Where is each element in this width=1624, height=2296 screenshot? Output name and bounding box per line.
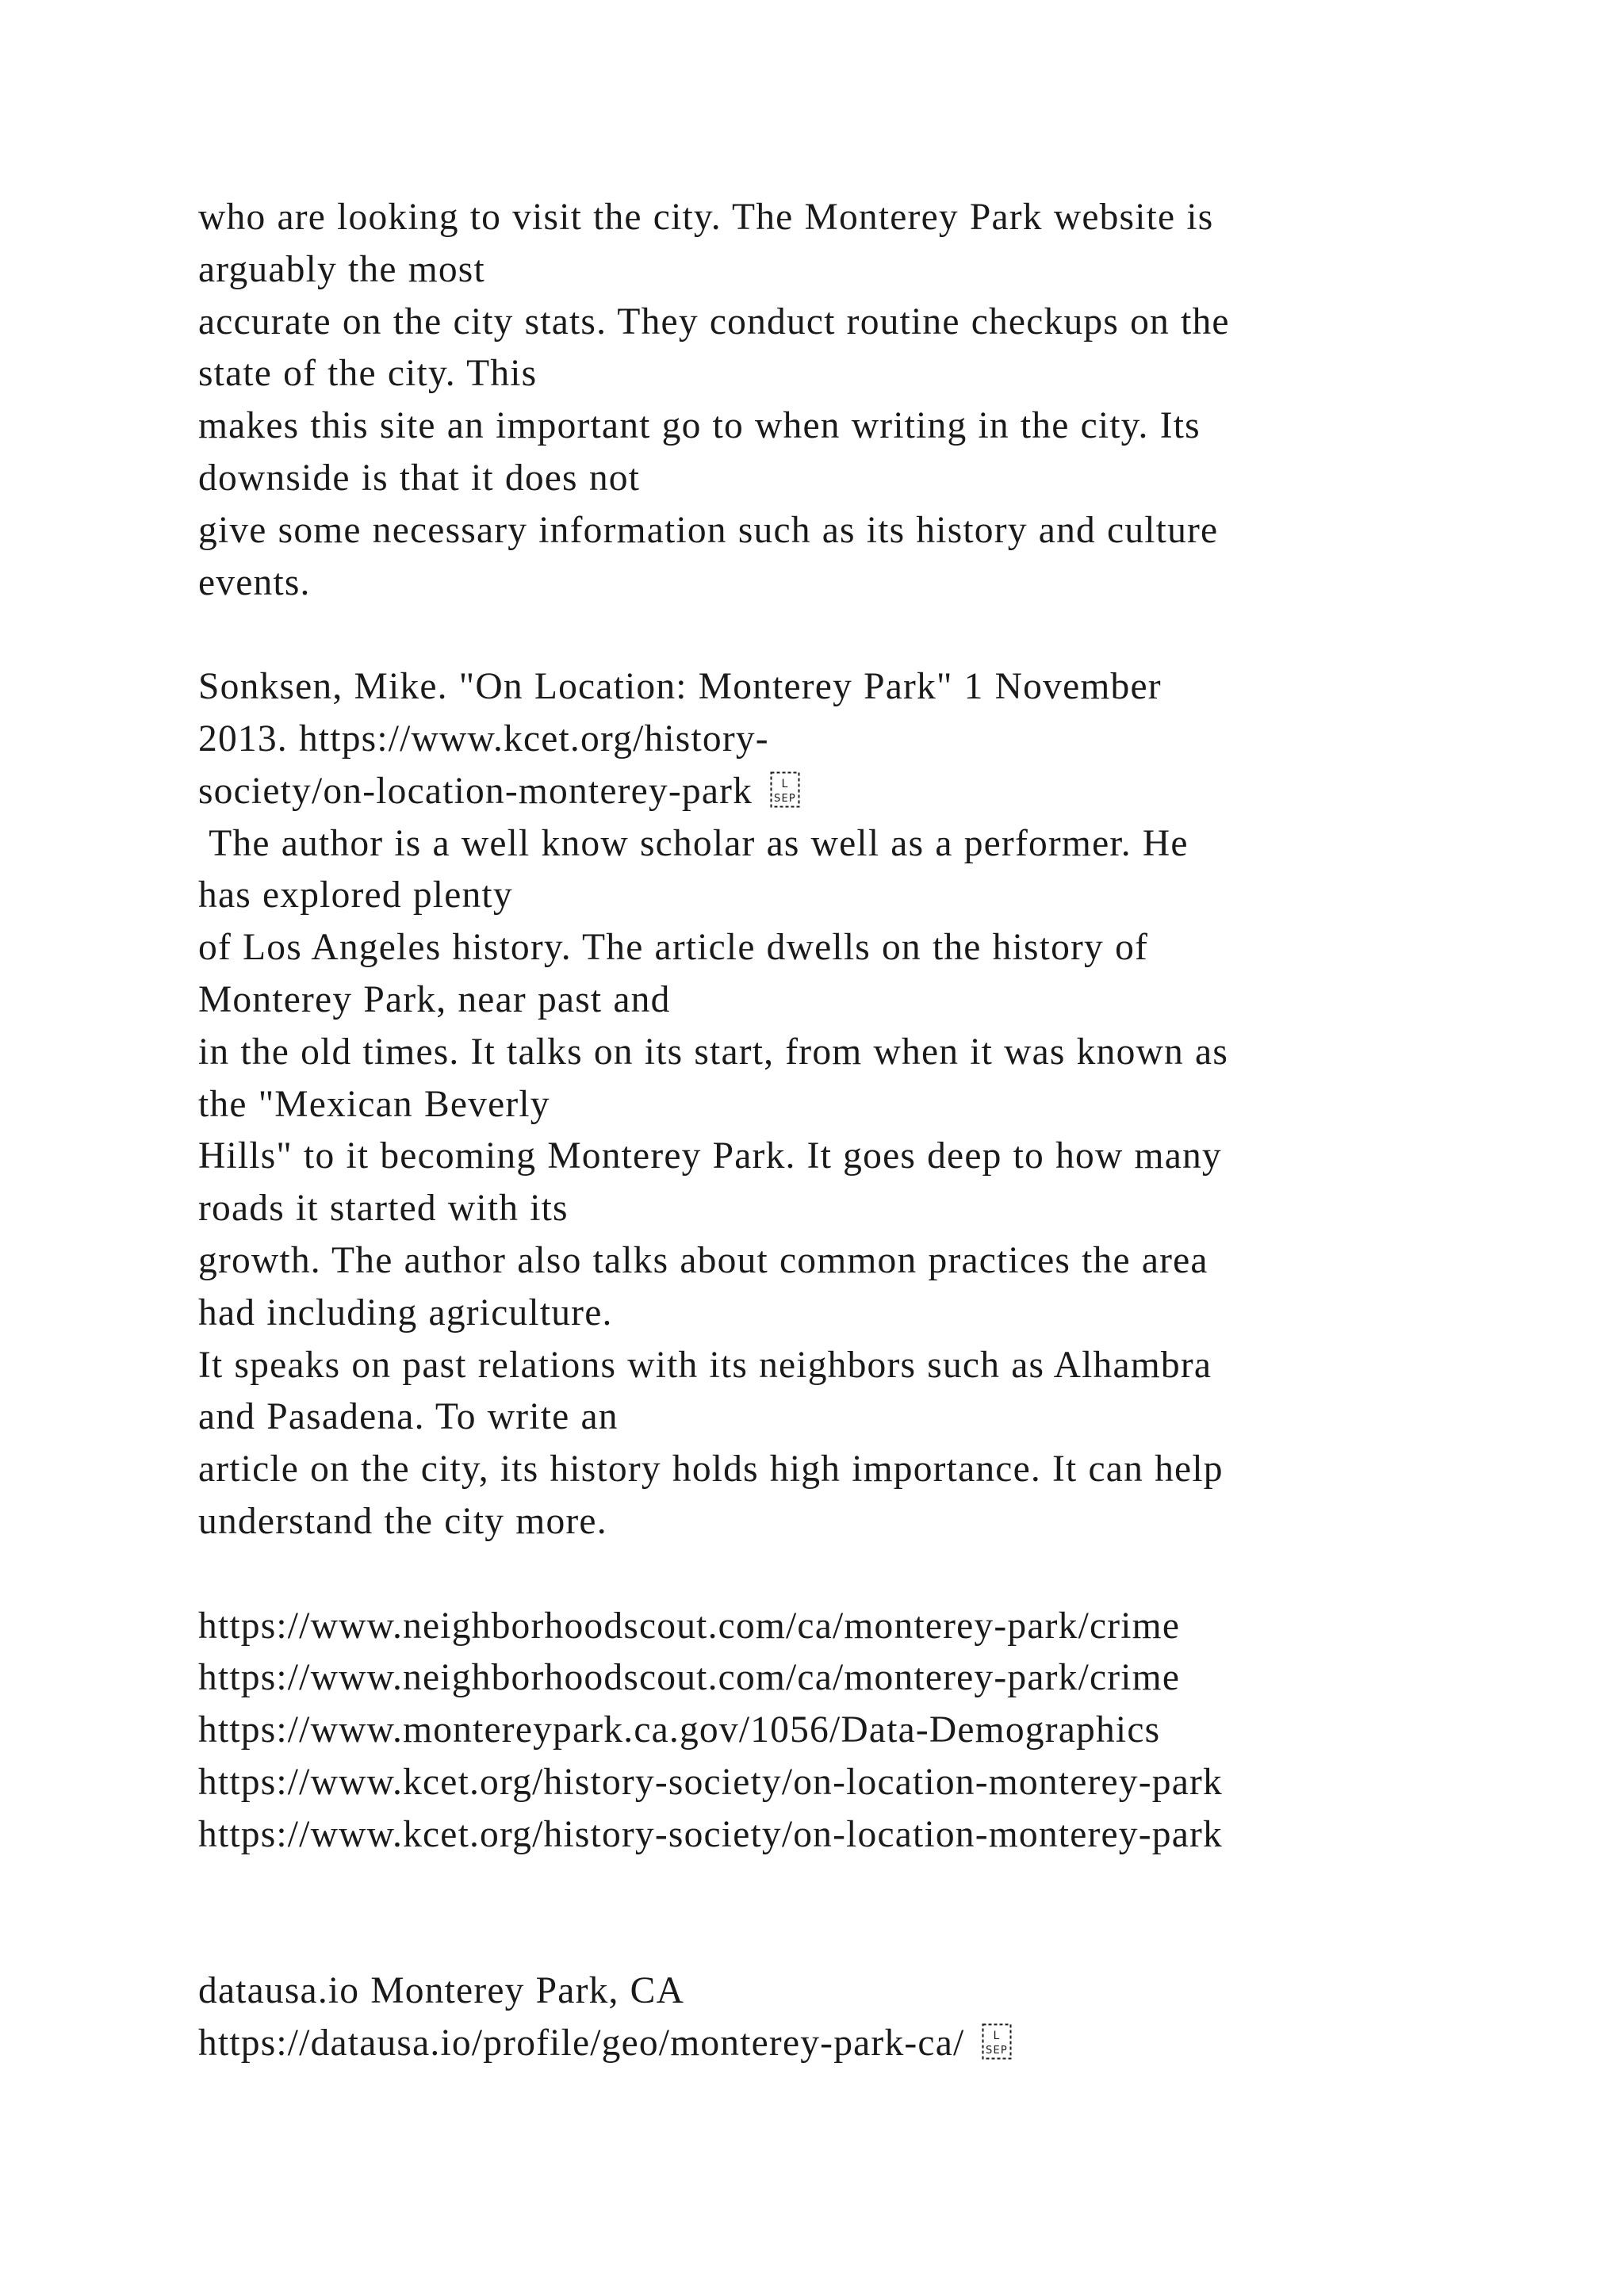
- text-line: and Pasadena. To write an: [198, 1396, 619, 1438]
- text-line: article on the city, its history holds high importance. It can help: [198, 1448, 1224, 1490]
- url-link[interactable]: https://www.neighborhoodscout.com/ca/monterey-park/crime: [198, 1657, 1181, 1699]
- text-line: Sonksen, Mike. "On Location: Monterey Park" 1 November: [198, 666, 1162, 708]
- text-line: understand the city more.: [198, 1500, 607, 1542]
- paragraph-spacer: [198, 1862, 1435, 1914]
- text-line: state of the city. This: [198, 353, 538, 395]
- link-list: [198, 1601, 1435, 1862]
- text-line: 2013. https://www.kcet.org/history-: [198, 718, 769, 760]
- svg-text:L: L: [993, 2029, 1001, 2042]
- paragraph-datausa-citation: [198, 1965, 1435, 2070]
- text-line: of Los Angeles history. The article dwells on the history of: [198, 927, 1149, 969]
- text-line: arguably the most: [198, 248, 485, 290]
- url-link[interactable]: https://datausa.io/profile/geo/monterey-park-ca/: [198, 2022, 976, 2064]
- text-line: give some necessary information such as its history and culture: [198, 509, 1219, 551]
- svg-text:SEP: SEP: [774, 792, 797, 805]
- text-line: It speaks on past relations with its neighbors such as Alhambra: [198, 1344, 1212, 1386]
- text-line: roads it started with its: [198, 1188, 569, 1230]
- text-line: downside is that it does not: [198, 457, 641, 499]
- text-line: makes this site an important go to when writing in the city. Its: [198, 405, 1201, 447]
- url-link[interactable]: https://www.kcet.org/history-society/on-location-monterey-park: [198, 1813, 1223, 1855]
- text-line: had including agriculture.: [198, 1292, 613, 1334]
- url-link[interactable]: https://www.neighborhoodscout.com/ca/monterey-park/crime: [198, 1605, 1181, 1647]
- sep-icon: [982, 2023, 1012, 2060]
- text-line: The author is a well know scholar as well as a performer. He: [198, 822, 1189, 864]
- text-line: Monterey Park, near past and: [198, 978, 671, 1020]
- text-line: the "Mexican Beverly: [198, 1083, 550, 1125]
- text-line: has explored plenty: [198, 874, 513, 916]
- text-line: in the old times. It talks on its start, from when it was known as: [198, 1031, 1229, 1073]
- svg-text:SEP: SEP: [986, 2044, 1009, 2057]
- text-line: accurate on the city stats. They conduct routine checkups on the: [198, 300, 1230, 342]
- paragraph-sonksen-citation: [198, 661, 1435, 1548]
- paragraph-spacer: [198, 609, 1435, 661]
- svg-text:L: L: [781, 777, 789, 790]
- url-link[interactable]: https://www.montereypark.ca.gov/1056/Data-Demographics: [198, 1709, 1161, 1751]
- document-page: [198, 192, 1435, 2070]
- sep-icon: [770, 771, 800, 808]
- text-line: events.: [198, 561, 311, 603]
- paragraph-spacer: [198, 1913, 1435, 1965]
- paragraph-spacer: [198, 1548, 1435, 1601]
- text-line: datausa.io Monterey Park, CA: [198, 1970, 685, 2012]
- text-line: society/on-location-monterey-park: [198, 770, 764, 812]
- text-line: growth. The author also talks about common practices the area: [198, 1239, 1208, 1281]
- paragraph-city-website: [198, 192, 1435, 609]
- text-line-with-separator: [198, 2018, 1435, 2070]
- url-link[interactable]: https://www.kcet.org/history-society/on-location-monterey-park: [198, 1761, 1223, 1803]
- text-line: Hills" to it becoming Monterey Park. It goes deep to how many: [198, 1135, 1222, 1177]
- text-line-with-separator: [198, 766, 1435, 818]
- text-line: who are looking to visit the city. The Monterey Park website is: [198, 197, 1214, 238]
